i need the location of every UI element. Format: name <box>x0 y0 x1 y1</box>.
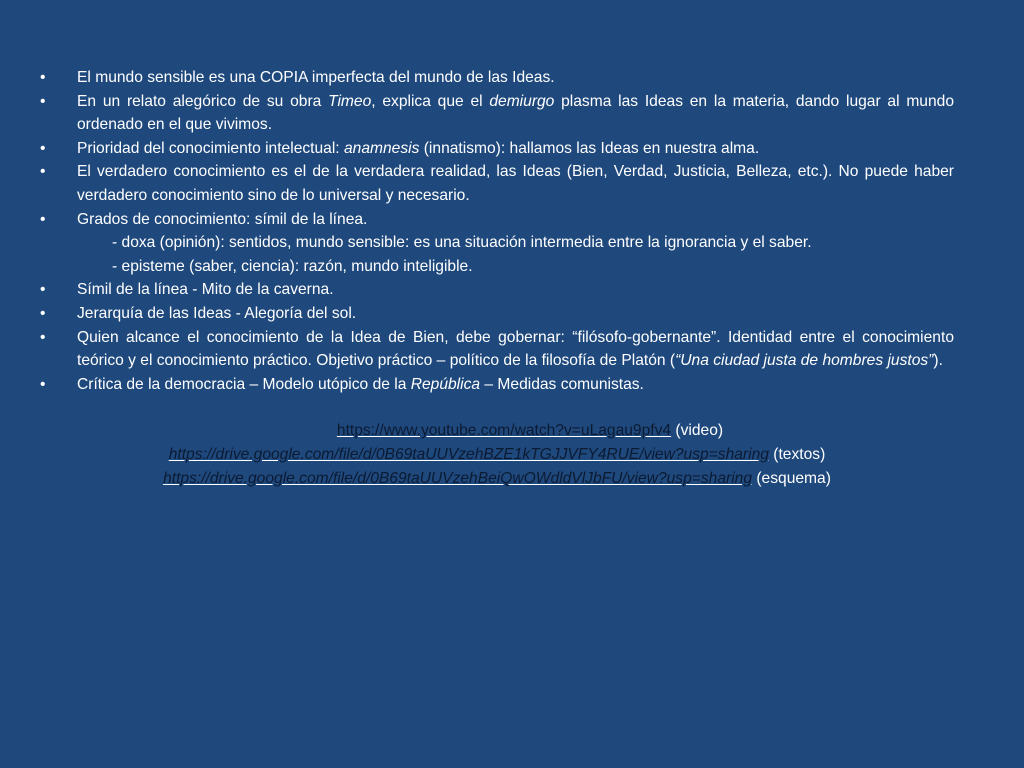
item-text: Quien alcance el conocimiento de la Idea de Bien, debe gobernar: “filósofo-gobernante”. Identidad entre el conocimiento teórico y el conocimiento práctico. Objetivo práctico – político de la filosofía de Platón ( <box>77 328 954 370</box>
youtube-video-link[interactable]: https://www.youtube.com/watch?v=uLagau9pfv4 <box>336 422 672 440</box>
list-item <box>40 326 954 373</box>
list-item <box>40 302 954 326</box>
drive-esquema-link[interactable]: https://drive.google.com/file/d/0B69taUUVzehBeiQwOWdldVlJbFU/view?usp=sharing <box>163 469 753 487</box>
link-suffix: (video) <box>671 422 724 440</box>
drive-textos-link[interactable]: https://drive.google.com/file/d/0B69taUUVzehBZE1kTGJJVFY4RUE/view?usp=sharing <box>168 445 769 463</box>
bullet-icon: • <box>40 375 46 393</box>
bullet-icon: • <box>40 210 46 228</box>
sub-item-episteme: - episteme (saber, ciencia): razón, mundo inteligible. <box>112 257 473 275</box>
item-emphasis: República <box>410 375 481 393</box>
list-item <box>40 137 954 161</box>
bullet-icon: • <box>40 163 46 181</box>
item-text: En un relato alegórico de su obra <box>77 92 329 110</box>
bullet-icon: • <box>40 328 46 346</box>
item-text: Símil de la línea - Mito de la caverna. <box>77 281 334 299</box>
list-item <box>40 278 954 302</box>
bullet-icon: • <box>40 69 46 86</box>
item-text: plasma las Ideas en la materia, dando lugar al mundo ordenado en el que vivimos. <box>77 92 954 134</box>
list-item <box>40 66 954 90</box>
list-item <box>40 90 954 137</box>
sub-item-doxa: - doxa (opinión): sentidos, mundo sensible: es una situación intermedia entre la ignorancia y el saber. <box>112 234 812 252</box>
bullet-icon: • <box>40 139 46 157</box>
bullet-icon: • <box>40 92 46 110</box>
item-text: El mundo sensible es una COPIA imperfecta del mundo de las Ideas. <box>77 69 555 86</box>
item-text: Jerarquía de las Ideas - Alegoría del sol. <box>77 304 357 322</box>
item-text: , explica que el <box>371 92 490 110</box>
item-text: (innatismo): hallamos las Ideas en nuestra alma. <box>419 139 760 157</box>
item-text: Grados de conocimiento: símil de la línea. <box>77 210 368 228</box>
item-emphasis: Timeo <box>328 92 372 110</box>
list-item <box>40 373 954 397</box>
item-text: ). <box>933 352 943 370</box>
link-line-video <box>40 419 954 443</box>
item-text: – Medidas comunistas. <box>480 375 644 393</box>
links-section <box>40 419 954 490</box>
item-text: Crítica de la democracia – Modelo utópico de la <box>77 375 411 393</box>
bullet-list <box>40 66 954 396</box>
item-text: Prioridad del conocimiento intelectual: <box>77 139 344 157</box>
link-line-textos <box>40 443 954 467</box>
link-suffix: (textos) <box>768 445 826 463</box>
item-emphasis: “Una ciudad justa de hombres justos” <box>675 352 934 370</box>
slide-content <box>40 66 954 490</box>
bullet-icon: • <box>40 281 46 299</box>
list-item <box>40 160 954 207</box>
bullet-icon: • <box>40 304 46 322</box>
link-line-esquema <box>40 467 954 491</box>
list-item <box>40 208 954 232</box>
item-emphasis: anamnesis <box>343 139 420 157</box>
item-text: El verdadero conocimiento es el de la verdadera realidad, las Ideas (Bien, Verdad, Justicia, Belleza, etc.). No puede haber verdadero conocimiento sino de lo universal y necesario. <box>77 163 954 204</box>
item-emphasis: demiurgo <box>489 92 555 110</box>
link-suffix: (esquema) <box>752 469 831 487</box>
